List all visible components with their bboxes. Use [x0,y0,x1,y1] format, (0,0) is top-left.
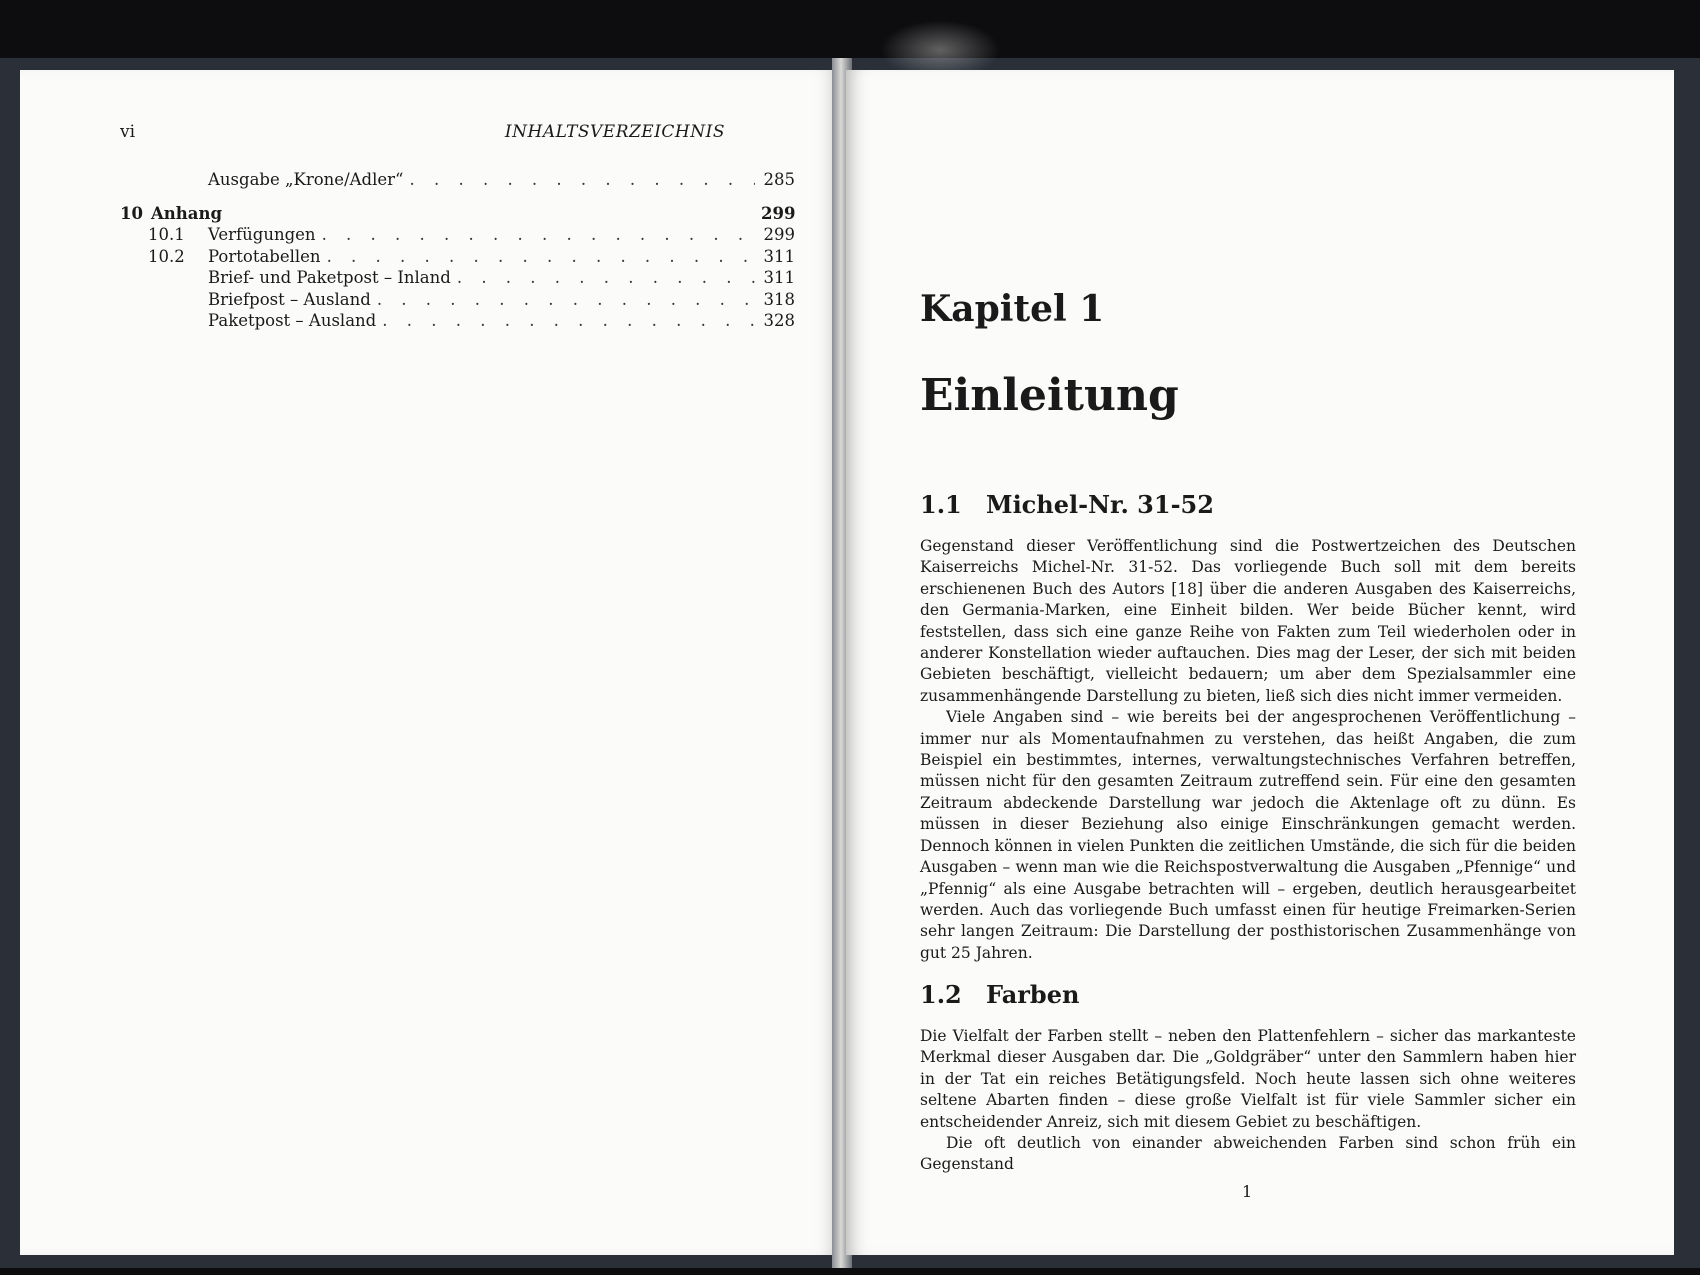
toc-entry [120,290,795,312]
toc-entry [120,225,795,247]
paragraph: Gegenstand dieser Veröffentlichung sind die Postwertzeichen des Deutschen Kaiserreichs Michel-Nr. 31-52. Das vorliegende Buch soll mit dem bereits erschienenen Buch des Autors [18] über die anderen Ausgaben des Kaiserreichs, den Germania-Marken, eine Einheit bilden. Wer beide Bücher kennt, wird feststellen, dass sich eine ganze Reihe von Fakten zum Teil wiederholen oder in anderer Konstellation wieder auftauchen. Dies mag der Leser, der sich mit beiden Gebieten beschäftigt, vielleicht bedauern; um aber dem Spezialsammler eine zusammenhängende Darstellung zu bieten, ließ sich dies nicht immer vermeiden. [920,537,1576,705]
toc-entry-title: Briefpost – Ausland [208,289,371,309]
toc-entry [120,311,795,333]
toc-entry-page: 285 [763,170,795,189]
right-page [846,70,1674,1255]
left-page [20,70,840,1255]
section-heading [920,980,1079,1009]
toc-entry-page: 318 [763,289,795,309]
paragraph: Viele Angaben sind – wie bereits bei der angesprochenen Veröffentlichung – immer nur als Momentaufnahmen zu verstehen, das heißt Angaben, die zum Beispiel ein bestimmtes, internes, verwaltungstechnisches Verfahren betreffen, müssen nicht für den gesamten Zeitraum zutreffend sein. Für eine den gesamten Zeitraum abdeckende Darstellung war jedoch die Aktenlage oft zu dünn. Es müssen in dieser Beziehung also einige Einschränkungen gemacht werden. Dennoch können in vielen Punkten die zeitlichen Umstände, die sich für die beiden Ausgaben – wenn man wie die Reichspostverwaltung die Ausgaben „Pfennige“ und „Pfennig“ als eine Ausgabe betrachten will – ergeben, deutlich herausgearbeitet werden. Auch das vorliegende Buch umfasst einen für heutige Freimarken-Serien sehr langen Zeitraum: Die Darstellung der posthistorischen Zusammenhänge von gut 25 Jahren. [920,708,1576,962]
section-body [920,1026,1576,1176]
section-title: Michel-Nr. 31-52 [986,490,1214,519]
toc-entry-page: 311 [763,246,795,266]
toc-section-number: 10.1 [148,225,185,244]
toc-chapter-page: 299 [761,203,796,223]
toc-entry [120,170,795,192]
paragraph: Die oft deutlich von einander abweichenden Farben sind schon früh ein Gegenstand [920,1134,1576,1174]
toc-entry [120,247,795,269]
toc-entry-title: Paketpost – Ausland [208,311,377,330]
chapter-title: Einleitung [920,370,1179,421]
toc-entry-title: Brief- und Paketpost – Inland [208,268,451,287]
toc-entry-title: Portotabellen [208,246,321,266]
toc-entry-title: Verfügungen [208,225,316,244]
toc-entry-page: 311 [763,268,795,287]
table-of-contents [120,170,795,333]
toc-chapter-entry [120,204,795,226]
toc-entry-page: 328 [763,311,795,330]
toc-leader-dots [327,247,755,266]
paragraph: Die Vielfalt der Farben stellt – neben den Plattenfehlern – sicher das markanteste Merkmal dieser Ausgaben dar. Die „Goldgräber“ unter den Sammlern haben hier in der Tat ein reiches Betätigungsfeld. Noch heute lassen sich ohne weiteres seltene Abarten finden – diese große Vielfalt ist für viele Sammler sicher ein entscheidender Anreiz, sich mit diesem Gebiet zu beschäftigen. [920,1027,1576,1131]
running-title: INHALTSVERZEICHNIS [504,122,725,142]
section-title: Farben [986,980,1080,1009]
section-number: 1.1 [920,490,962,519]
toc-entry-page: 299 [763,225,795,244]
toc-chapter-title: Anhang [150,203,222,223]
page-number-left: vi [120,122,136,142]
page-number-right: 1 [1242,1182,1253,1201]
toc-entry-title: Ausgabe „Krone/Adler“ [208,170,404,189]
toc-entry [120,268,795,290]
toc-leader-dots [322,225,755,244]
toc-leader-dots [409,170,755,189]
section-number: 1.2 [920,980,962,1009]
toc-leader-dots [382,311,755,330]
chapter-label: Kapitel 1 [920,288,1105,330]
toc-leader-dots [457,268,755,287]
toc-section-number: 10.2 [148,246,185,266]
toc-chapter-number: 10 [120,203,143,223]
toc-leader-dots [377,290,755,309]
section-heading [920,490,1214,519]
section-body [920,536,1576,964]
